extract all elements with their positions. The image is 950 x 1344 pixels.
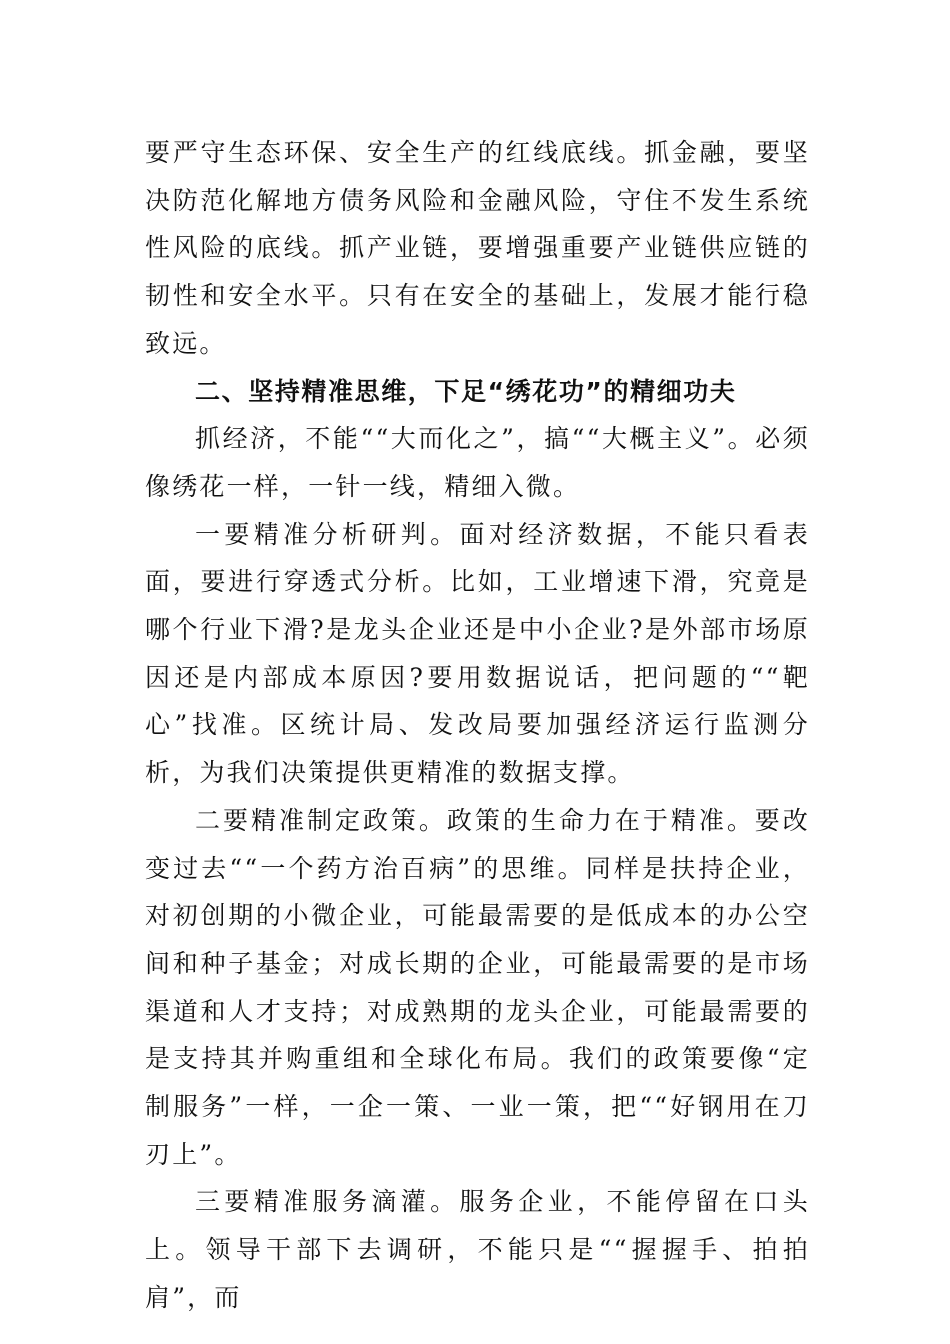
document-page xyxy=(145,129,810,1322)
section-heading-precision: 二、坚持精准思维，下足“绣花功”的精细功夫 xyxy=(195,376,737,406)
paragraph-precise-service: 三要精准服务滴灌。服务企业，不能停留在口头上。领导干部下去调研，不能只是““握握手、拍拍肩”，而 xyxy=(145,1187,810,1312)
paragraph-precision-intro: 抓经济，不能““大而化之”，搞““大概主义”。必须像绣花一样，一针一线，精细入微。 xyxy=(145,424,810,501)
paragraph-precise-policy: 二要精准制定政策。政策的生命力在于精准。要改变过去““一个药方治百病”的思维。同样是扶持企业，对初创期的小微企业，可能最需要的是低成本的办公空间和种子基金；对成长期的企业，可能最需要的是市场渠道和人才支持；对成熟期的龙头企业，可能最需要的是支持其并购重组和全球化布局。我们的政策要像“定制服务”一样，一企一策、一业一策，把““好钢用在刀刃上”。 xyxy=(145,805,810,1169)
paragraph-safety-baseline: 要严守生态环保、安全生产的红线底线。抓金融，要坚决防范化解地方债务风险和金融风险，守住不发生系统性风险的底线。抓产业链，要增强重要产业链供应链的韧性和安全水平。只有在安全的基础上，发展才能行稳致远。 xyxy=(145,138,810,358)
paragraph-precise-analysis: 一要精准分析研判。面对经济数据，不能只看表面，要进行穿透式分析。比如，工业增速下滑，究竟是哪个行业下滑?是龙头企业还是中小企业?是外部市场原因还是内部成本原因?要用数据说话，把问题的““靶心”找准。区统计局、发改局要加强经济运行监测分析，为我们决策提供更精准的数据支撑。 xyxy=(145,519,810,788)
